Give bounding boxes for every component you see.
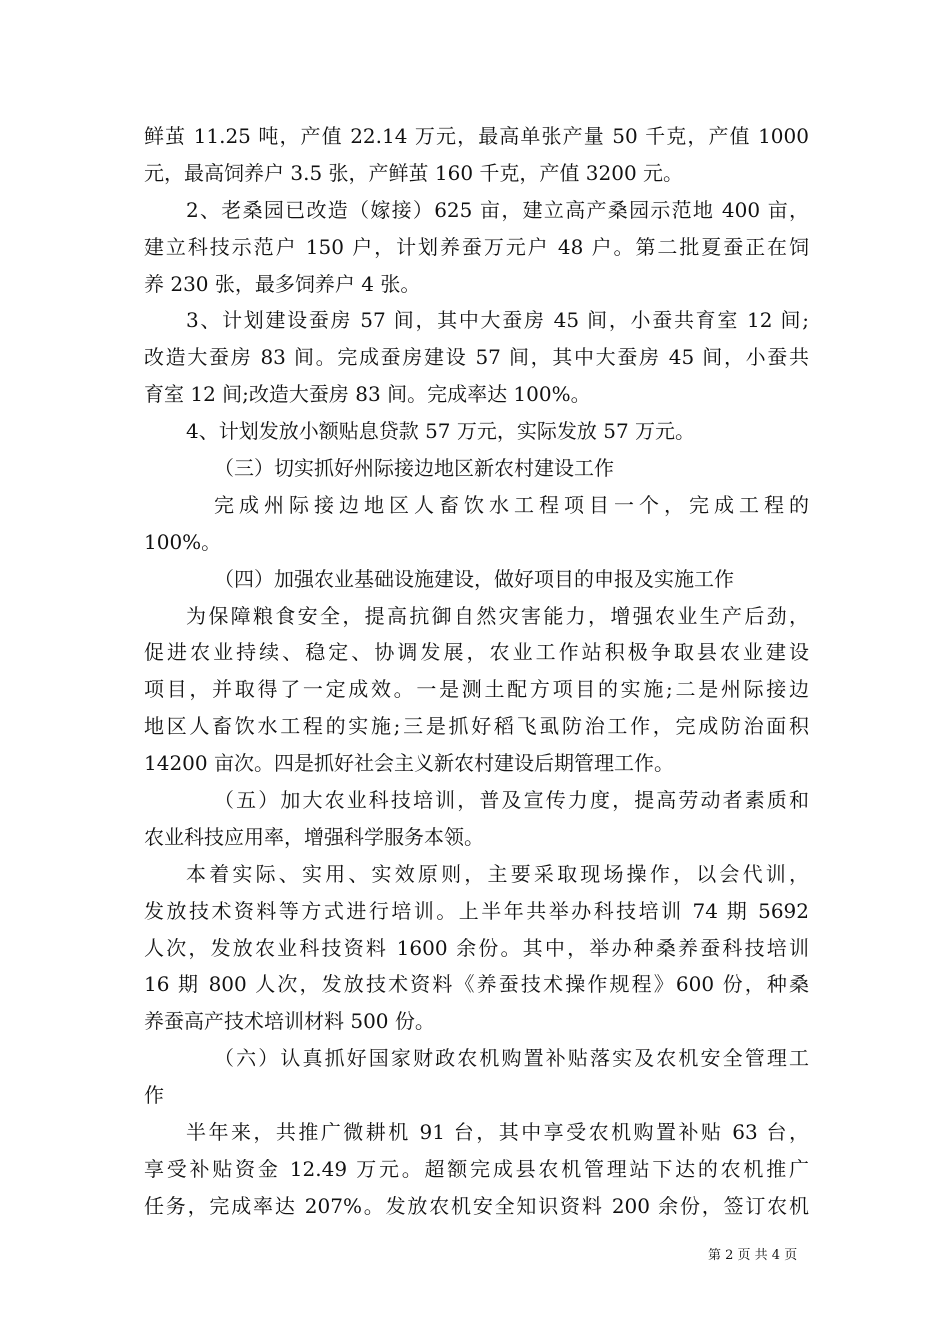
- text-line: 地区人畜饮水工程的实施;三是抓好稻飞虱防治工作，完成防治面积: [144, 714, 809, 739]
- text-line: 人次，发放农业科技资料 1600 余份。其中，举办种桑养蚕科技培训: [144, 935, 809, 960]
- text-line: （四）加强农业基础设施建设，做好项目的申报及实施工作: [214, 566, 734, 591]
- text-line: 100%。: [144, 529, 222, 554]
- text-line: 14200 亩次。四是抓好社会主义新农村建设后期管理工作。: [144, 751, 674, 776]
- text-line: 为保障粮食安全，提高抗御自然灾害能力，增强农业生产后劲，: [186, 603, 809, 628]
- text-line: 完成州际接边地区人畜饮水工程项目一个，完成工程的: [214, 492, 809, 517]
- text-line: 本着实际、实用、实效原则，主要采取现场操作，以会代训，: [186, 861, 809, 886]
- document-body: [144, 118, 809, 1225]
- text-line: 促进农业持续、稳定、协调发展，农业工作站积极争取县农业建设: [144, 640, 809, 665]
- text-line: （六）认真抓好国家财政农机购置补贴落实及农机安全管理工: [214, 1046, 809, 1071]
- text-line: 项目，并取得了一定成效。一是测土配方项目的实施;二是州际接边: [144, 677, 809, 702]
- text-line: 任务，完成率达 207%。发放农机安全知识资料 200 余份，签订农机: [144, 1193, 809, 1218]
- text-line: 鲜茧 11.25 吨，产值 22.14 万元，最高单张产量 50 千克，产值 1000: [144, 124, 809, 148]
- text-line: 元，最高饲养户 3.5 张，产鲜茧 160 千克，产值 3200 元。: [144, 160, 684, 185]
- text-line: 养蚕高产技术培训材料 500 份。: [144, 1009, 435, 1034]
- text-line: 发放技术资料等方式进行培训。上半年共举办科技培训 74 期 5692: [144, 898, 809, 923]
- text-line: 农业科技应用率，增强科学服务本领。: [144, 824, 484, 849]
- text-line: 育室 12 间;改造大蚕房 83 间。完成率达 100%。: [144, 382, 591, 407]
- text-line: 2、老桑园已改造（嫁接）625 亩，建立高产桑园示范地 400 亩，: [186, 197, 809, 222]
- text-line: 作: [144, 1083, 164, 1108]
- text-line: 养 230 张，最多饲养户 4 张。: [144, 271, 421, 296]
- text-line: 16 期 800 人次，发放技术资料《养蚕技术操作规程》600 份，种桑: [144, 972, 809, 997]
- text-line: 建立科技示范户 150 户，计划养蚕万元户 48 户。第二批夏蚕正在饲: [144, 234, 809, 259]
- text-line: （五）加大农业科技培训，普及宣传力度，提高劳动者素质和: [214, 788, 809, 813]
- text-line: 享受补贴资金 12.49 万元。超额完成县农机管理站下达的农机推广: [144, 1156, 809, 1181]
- text-line: （三）切实抓好州际接边地区新农村建设工作: [214, 456, 614, 481]
- page-number: 第 2 页 共 4 页: [708, 1248, 798, 1263]
- text-line: 3、计划建设蚕房 57 间，其中大蚕房 45 间，小蚕共育室 12 间;: [186, 308, 809, 333]
- text-line: 4、计划发放小额贴息贷款 57 万元，实际发放 57 万元。: [186, 419, 696, 444]
- text-line: 半年来，共推广微耕机 91 台，其中享受农机购置补贴 63 台，: [186, 1120, 809, 1145]
- text-line: 改造大蚕房 83 间。完成蚕房建设 57 间，其中大蚕房 45 间，小蚕共: [144, 345, 809, 370]
